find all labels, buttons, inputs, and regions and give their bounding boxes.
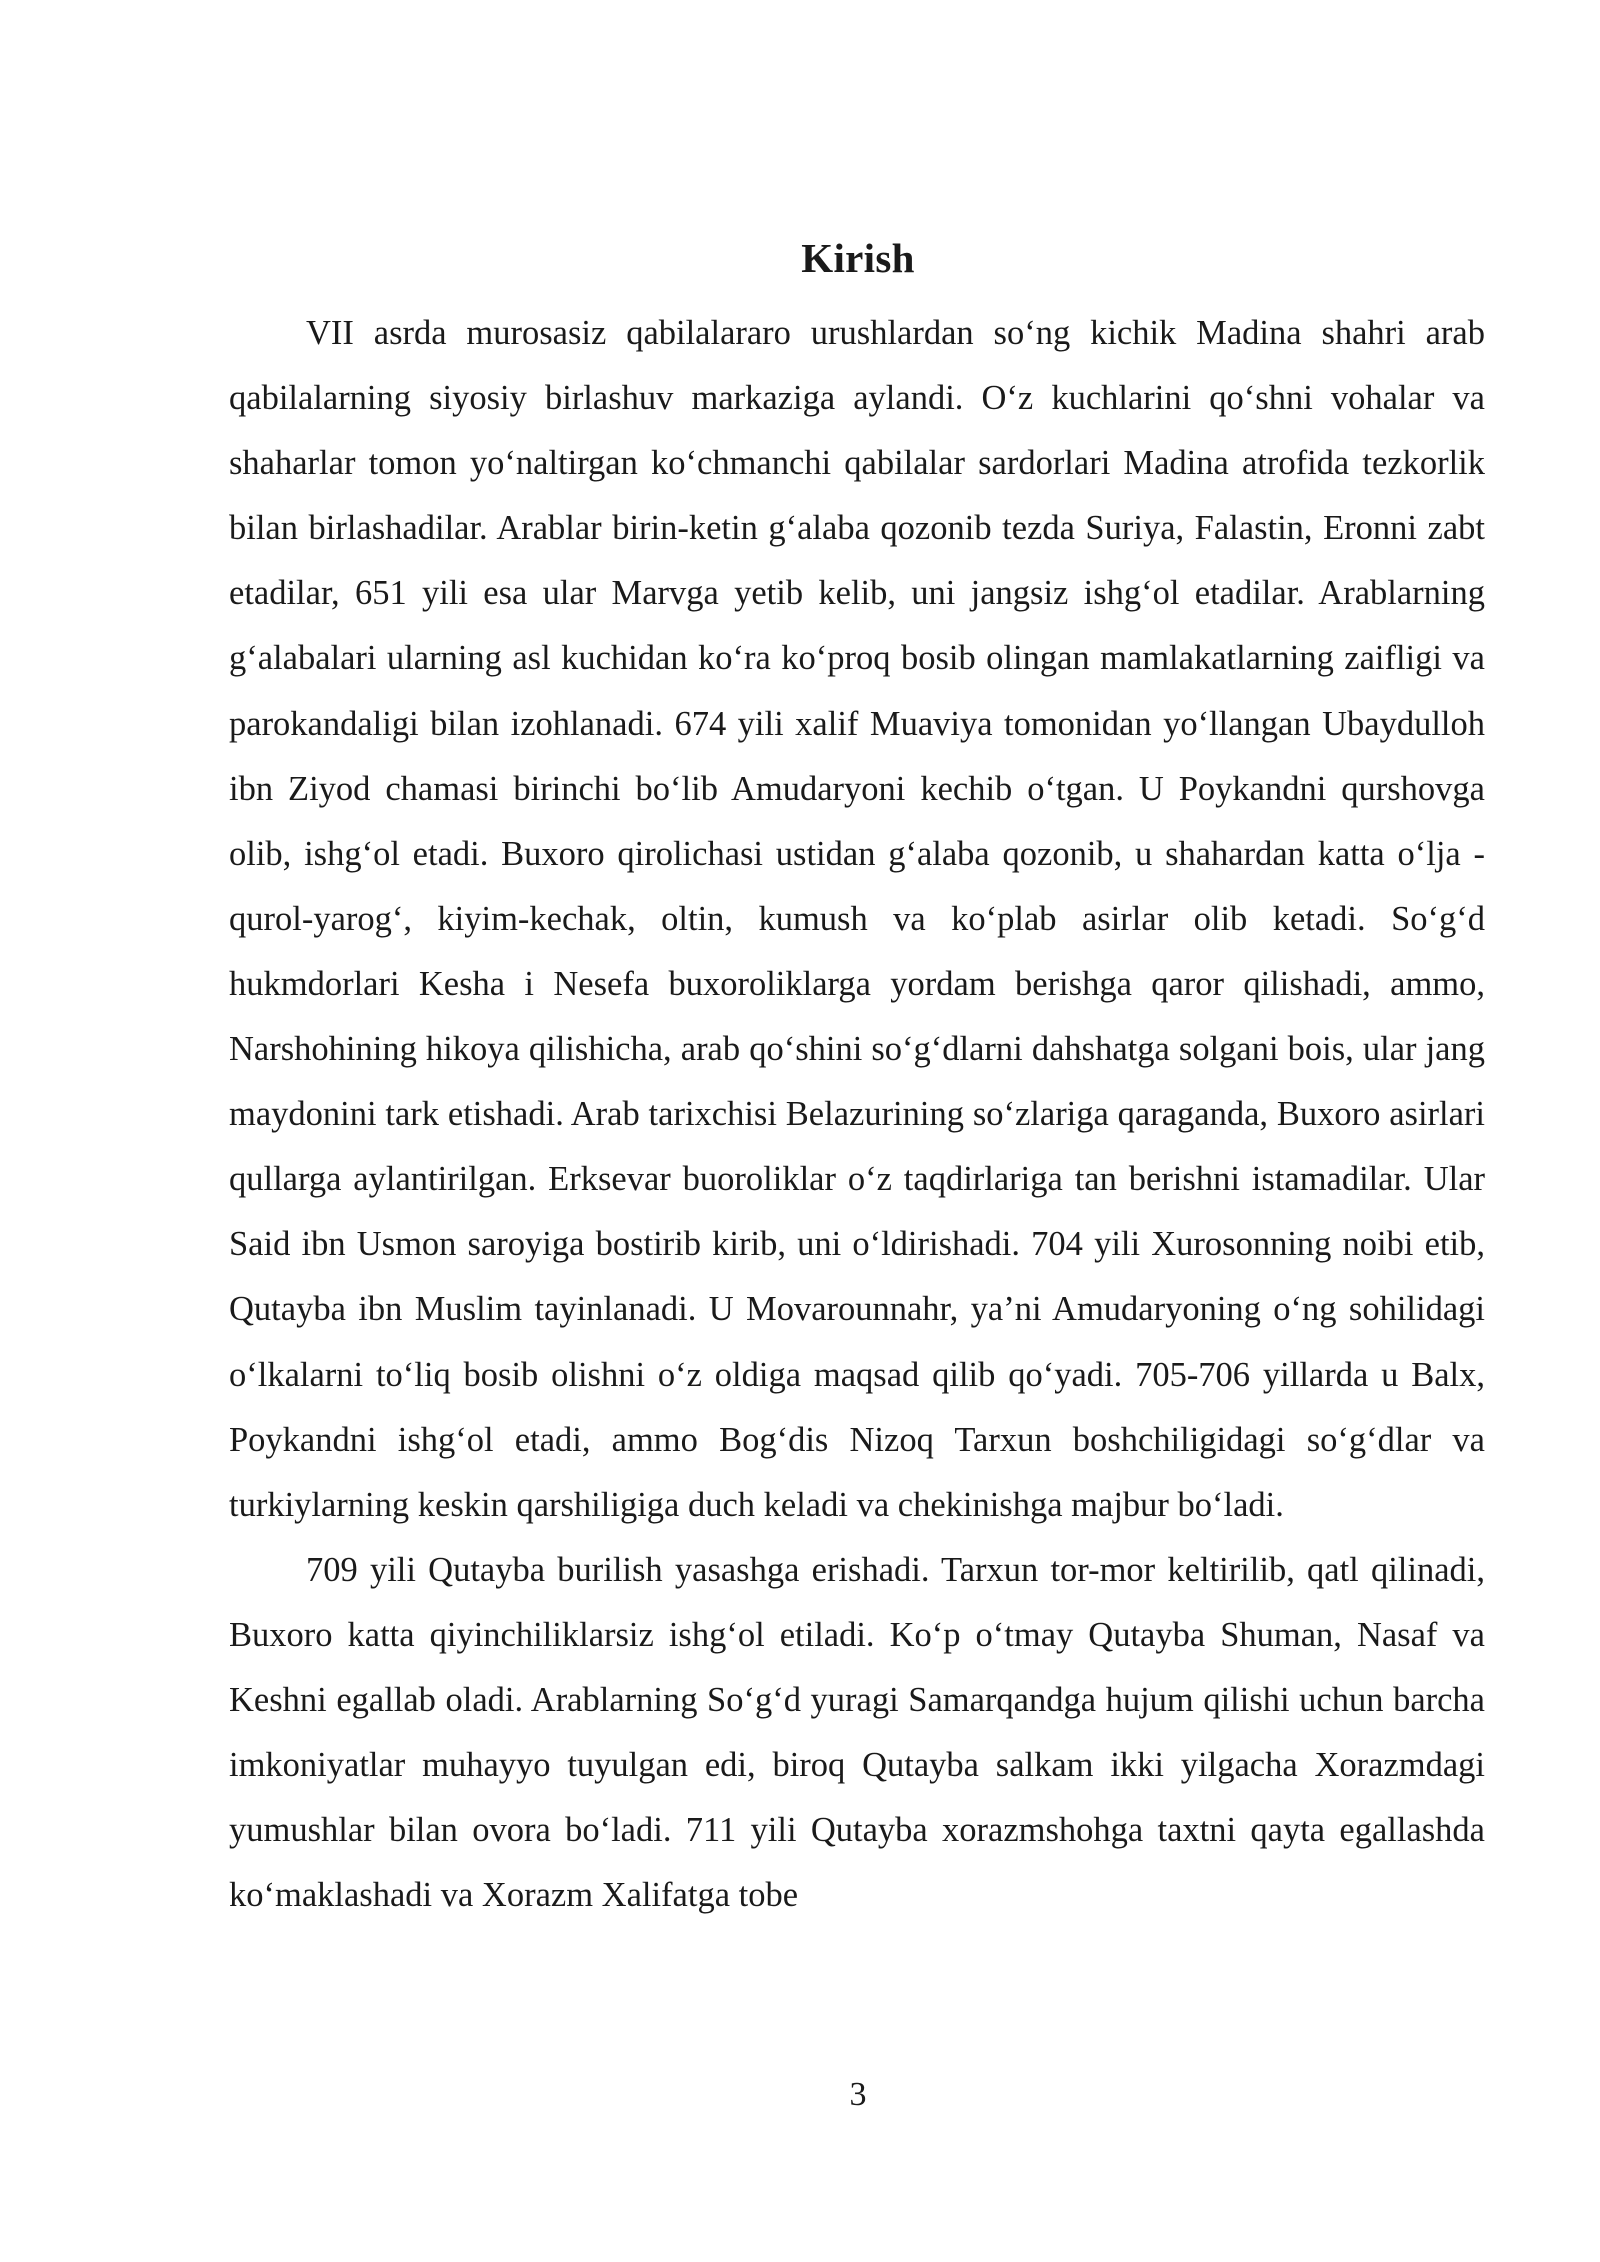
body-text <box>229 301 1485 1928</box>
paragraph-1: VII asrda murosasiz qabilalararo urushlardan so‘ng kichik Madina shahri arab qabilalarning siyosiy birlashuv markaziga aylandi. O‘z kuchlarini qo‘shni vohalar va shaharlar tomon yo‘naltirgan ko‘chmanchi qabilalar sardorlari Madina atrofida tezkorlik bilan birlashadilar. Arablar birin-ketin g‘alaba qozonib tezda Suriya, Falastin, Eronni zabt etadilar, 651 yili esa ular Marvga yetib kelib, uni jangsiz ishg‘ol etadilar. Arablarning g‘alabalari ularning asl kuchidan ko‘ra ko‘proq bosib olingan mamlakatlarning zaifligi va parokandaligi bilan izohlanadi. 674 yili xalif Muaviya tomonidan yo‘llangan Ubaydulloh ibn Ziyod chamasi birinchi bo‘lib Amudaryoni kechib o‘tgan. U Poykandni qurshovga olib, ishg‘ol etadi. Buxoro qirolichasi ustidan g‘alaba qozonib, u shahardan katta o‘lja -qurol-yarog‘, kiyim-kechak, oltin, kumush va ko‘plab asirlar olib ketadi. So‘g‘d hukmdorlari Kesha i Nesefa buxoroliklarga yordam berishga qaror qilishadi, ammo, Narshohining hikoya qilishicha, arab qo‘shini so‘g‘dlarni dahshatga solgani bois, ular jang maydonini tark etishadi. Arab tarixchisi Belazurining so‘zlariga qaraganda, Buxoro asirlari qullarga aylantirilgan. Erksevar buoroliklar o‘z taqdirlariga tan berishni istamadilar. Ular Said ibn Usmon saroyiga bostirib kirib, uni o‘ldirishadi. 704 yili Xurosonning noibi etib, Qutayba ibn Muslim tayinlanadi. U Movarounnahr, ya’ni Amudaryoning o‘ng sohilidagi o‘lkalarni to‘liq bosib olishni o‘z oldiga maqsad qilib qo‘yadi. 705-706 yillarda u Balx, Poykandni ishg‘ol etadi, ammo Bog‘dis Nizoq Tarxun boshchiligidagi so‘g‘dlar va turkiylarning keskin qarshiligiga duch keladi va chekinishga majbur bo‘ladi. <box>229 314 1485 1524</box>
page-number: 3 <box>849 2076 867 2113</box>
section-title: Kirish <box>801 235 915 281</box>
paragraph-2: 709 yili Qutayba burilish yasashga erishadi. Tarxun tor-mor keltirilib, qatl qilinadi, Buxoro katta qiyinchiliklarsiz ishg‘ol etiladi. Ko‘p o‘tmay Qutayba Shuman, Nasaf va Keshni egallab oladi. Arablarning So‘g‘d yuragi Samarqandga hujum qilishi uchun barcha imkoniyatlar muhayyo tuyulgan edi, biroq Qutayba salkam ikki yilgacha Xorazmdagi yumushlar bilan ovora bo‘ladi. 711 yili Qutayba xorazmshohga taxtni qayta egallashda ko‘maklashadi va Xorazm Xalifatga tobe <box>229 1550 1485 1915</box>
